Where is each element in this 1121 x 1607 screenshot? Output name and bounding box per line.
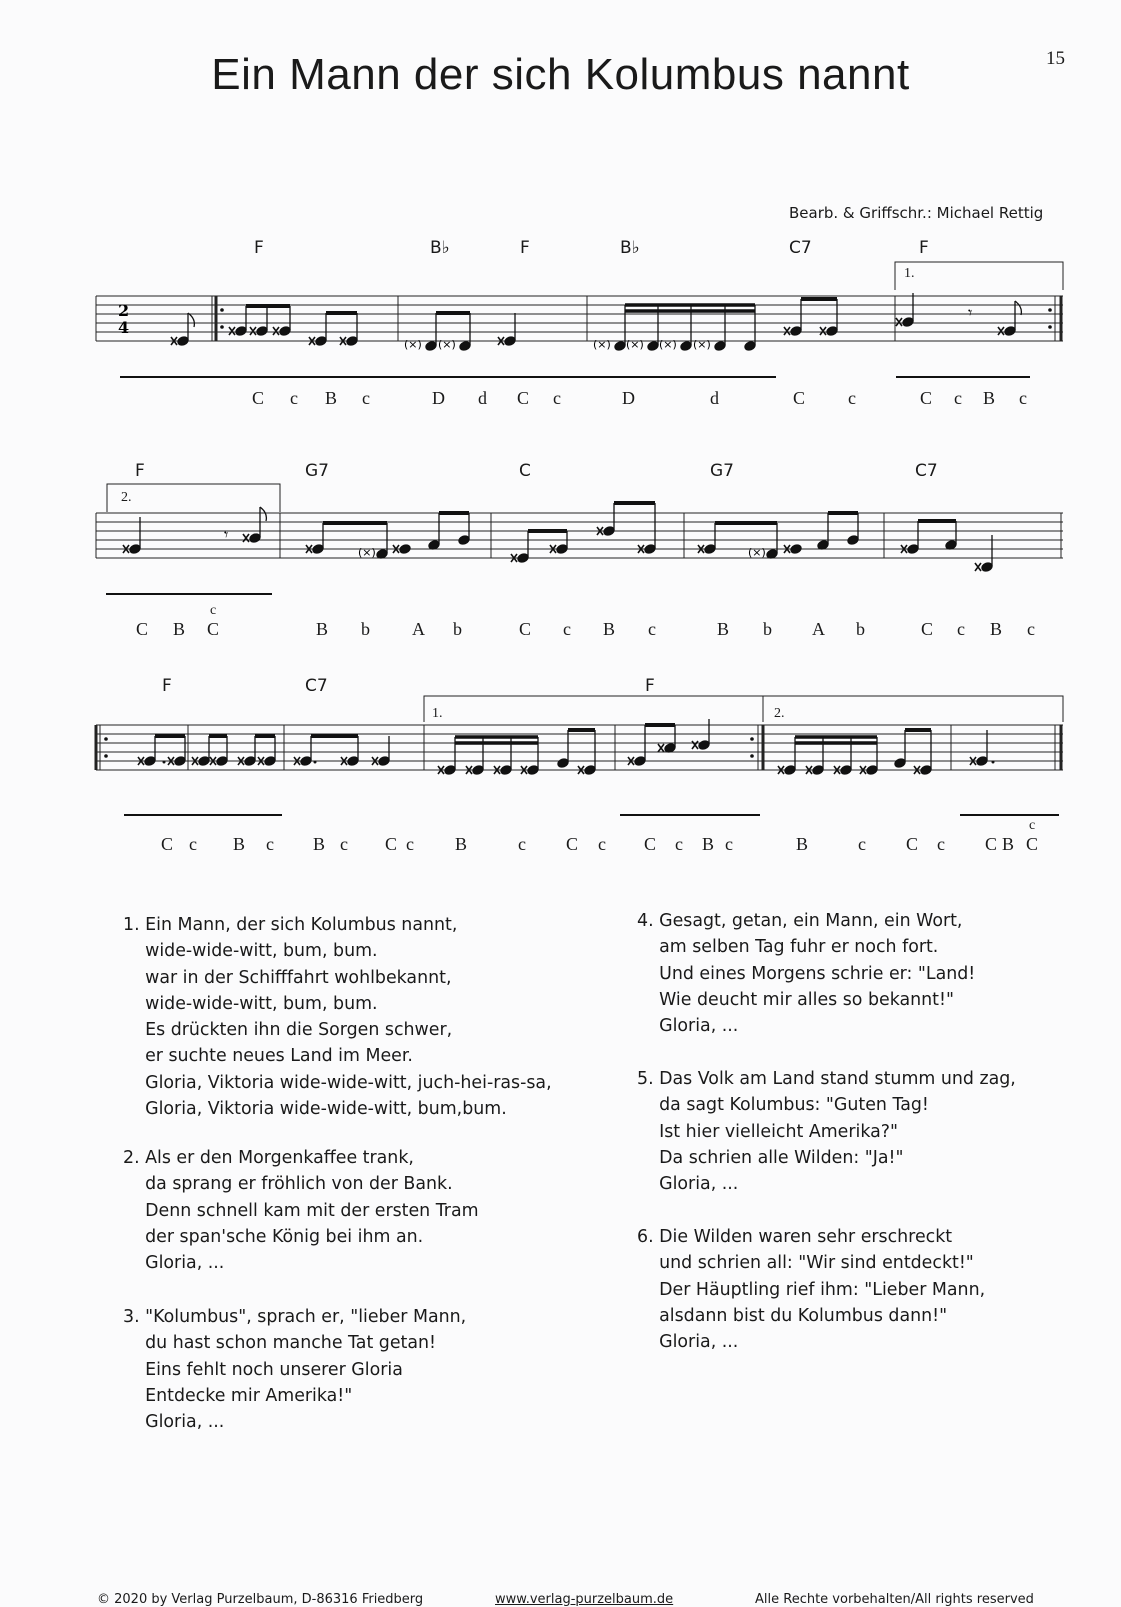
bass-note: A: [412, 619, 425, 639]
svg-text:𝄾: 𝄾: [968, 303, 973, 322]
bass-note: B: [313, 834, 326, 854]
bass-note: B: [325, 388, 338, 408]
bass-note: c: [957, 619, 965, 639]
bass-note: B: [702, 834, 715, 854]
bass-note: d: [710, 388, 719, 408]
volta-label: 1.: [904, 266, 915, 281]
bass-note: B: [603, 619, 616, 639]
bass-note: c: [518, 834, 526, 854]
bass-note-stacked: c: [1029, 818, 1036, 833]
chord-symbol: F: [919, 238, 929, 258]
rights-notice: Alle Rechte vorbehalten/All rights reserved: [755, 1592, 1034, 1607]
bass-note: C: [921, 619, 934, 639]
verse-5: 5. Das Volk am Land stand stumm und zag, da sagt Kolumbus: "Guten Tag! Ist hier vielleicht Amerika?" Da schrien alle Wilden: "Ja!" Gloria, ...: [637, 1069, 1016, 1195]
bass-note: C: [136, 619, 149, 639]
svg-text:𝄾: 𝄾: [224, 525, 229, 544]
bass-note: C: [644, 834, 657, 854]
bass-note: B: [316, 619, 329, 639]
bass-note: C: [566, 834, 579, 854]
bass-note-stacked: c: [210, 603, 217, 618]
bass-note: C: [207, 619, 220, 639]
bass-note: b: [453, 619, 462, 639]
bass-note: c: [648, 619, 656, 639]
chord-symbol: F: [645, 676, 655, 696]
chord-symbol: F: [254, 238, 264, 258]
verse-2: 2. Als er den Morgenkaffee trank, da sprang er fröhlich von der Bank. Denn schnell kam mit der ersten Tram der span'sche König bei ihm an. Gloria, ...: [123, 1148, 479, 1274]
chord-symbol: F: [135, 461, 145, 481]
chord-symbol: C7: [789, 238, 812, 258]
website-link[interactable]: www.verlag-purzelbaum.de: [495, 1592, 674, 1607]
bass-note: c: [675, 834, 683, 854]
svg-text:(×): (×): [404, 338, 422, 351]
verse-4: 4. Gesagt, getan, ein Mann, ein Wort, am selben Tag fuhr er noch fort. Und eines Morgens schrie er: "Land! Wie deucht mir alles so bekannt!" Gloria, ...: [637, 911, 976, 1037]
svg-text:(×): (×): [626, 338, 644, 351]
svg-text:(×): (×): [358, 546, 376, 559]
verse-3: 3. "Kolumbus", sprach er, "lieber Mann, du hast schon manche Tat getan! Eins fehlt noch unserer Gloria Entdecke mir Amerika!" Gloria, ...: [123, 1307, 467, 1433]
bass-note: c: [858, 834, 866, 854]
chord-symbol: C7: [915, 461, 938, 481]
chord-symbol: G7: [305, 461, 329, 481]
copyright: © 2020 by Verlag Purzelbaum, D-86316 Friedberg: [97, 1592, 424, 1607]
svg-text:(×): (×): [438, 338, 456, 351]
svg-text:2: 2: [118, 301, 130, 320]
bass-note: c: [340, 834, 348, 854]
bass-note: C: [906, 834, 919, 854]
bass-note: B: [455, 834, 468, 854]
bass-note: D: [622, 388, 635, 408]
bass-note: c: [189, 834, 197, 854]
chord-symbol: G7: [710, 461, 734, 481]
bass-note: c: [266, 834, 274, 854]
volta-label: 2.: [774, 706, 785, 721]
bass-note: C: [252, 388, 265, 408]
bass-note: A: [812, 619, 825, 639]
bass-note: c: [290, 388, 298, 408]
volta-label: 1.: [432, 706, 443, 721]
bass-note: c: [362, 388, 370, 408]
svg-text:4: 4: [118, 318, 130, 337]
bass-note: B: [233, 834, 246, 854]
page-number: 15: [1046, 48, 1065, 69]
chord-symbol: B♭: [620, 238, 640, 258]
bass-note: b: [856, 619, 865, 639]
bass-note: c: [1027, 619, 1035, 639]
bass-note: c: [563, 619, 571, 639]
bass-note: C: [517, 388, 530, 408]
arranger-credit: Bearb. & Griffschr.: Michael Rettig: [789, 204, 1044, 222]
svg-text:(×): (×): [593, 338, 611, 351]
bass-note: c: [553, 388, 561, 408]
bass-note: B: [173, 619, 186, 639]
bass-note: c: [1019, 388, 1027, 408]
bass-note: B: [796, 834, 809, 854]
chord-symbol: F: [162, 676, 172, 696]
chord-symbol: C7: [305, 676, 328, 696]
chord-symbol: B♭: [430, 238, 450, 258]
bass-note: C: [385, 834, 398, 854]
verse-1: 1. Ein Mann, der sich Kolumbus nannt, wide-wide-witt, bum, bum. war in der Schifffahrt wohlbekannt, wide-wide-witt, bum, bum. Es drückten ihn die Sorgen schwer, er suchte neues Land im Meer. Gloria, Viktoria wide-wide-witt, juch-hei-ras-sa, Gloria, Viktoria wide-wide-witt, bum,bum.: [123, 915, 552, 1120]
bass-note: C: [519, 619, 532, 639]
bass-note: d: [478, 388, 487, 408]
bass-note: C: [161, 834, 174, 854]
bass-note: B: [990, 619, 1003, 639]
bass-note: c: [937, 834, 945, 854]
chord-symbol: C: [519, 461, 531, 481]
bass-note: C: [985, 834, 998, 854]
bass-note: c: [954, 388, 962, 408]
bass-note: C: [793, 388, 806, 408]
verse-6: 6. Die Wilden waren sehr erschreckt und schrien all: "Wir sind entdeckt!" Der Häuptling rief ihm: "Lieber Mann, alsdann bist du Kolumbus dann!" Gloria, ...: [637, 1227, 986, 1353]
svg-text:(×): (×): [693, 338, 711, 351]
bass-note: c: [848, 388, 856, 408]
bass-note: c: [725, 834, 733, 854]
bass-note: C: [920, 388, 933, 408]
bass-note: b: [361, 619, 370, 639]
bass-note: C: [1026, 834, 1039, 854]
bass-note: B: [1002, 834, 1015, 854]
bass-note: B: [983, 388, 996, 408]
bass-note: B: [717, 619, 730, 639]
song-title: Ein Mann der sich Kolumbus nannt: [211, 50, 910, 99]
volta-label: 2.: [121, 490, 132, 505]
bass-note: D: [432, 388, 445, 408]
bass-note: c: [406, 834, 414, 854]
chord-symbol: F: [520, 238, 530, 258]
svg-text:(×): (×): [659, 338, 677, 351]
svg-text:(×): (×): [748, 546, 766, 559]
bass-note: b: [763, 619, 772, 639]
bass-note: c: [598, 834, 606, 854]
